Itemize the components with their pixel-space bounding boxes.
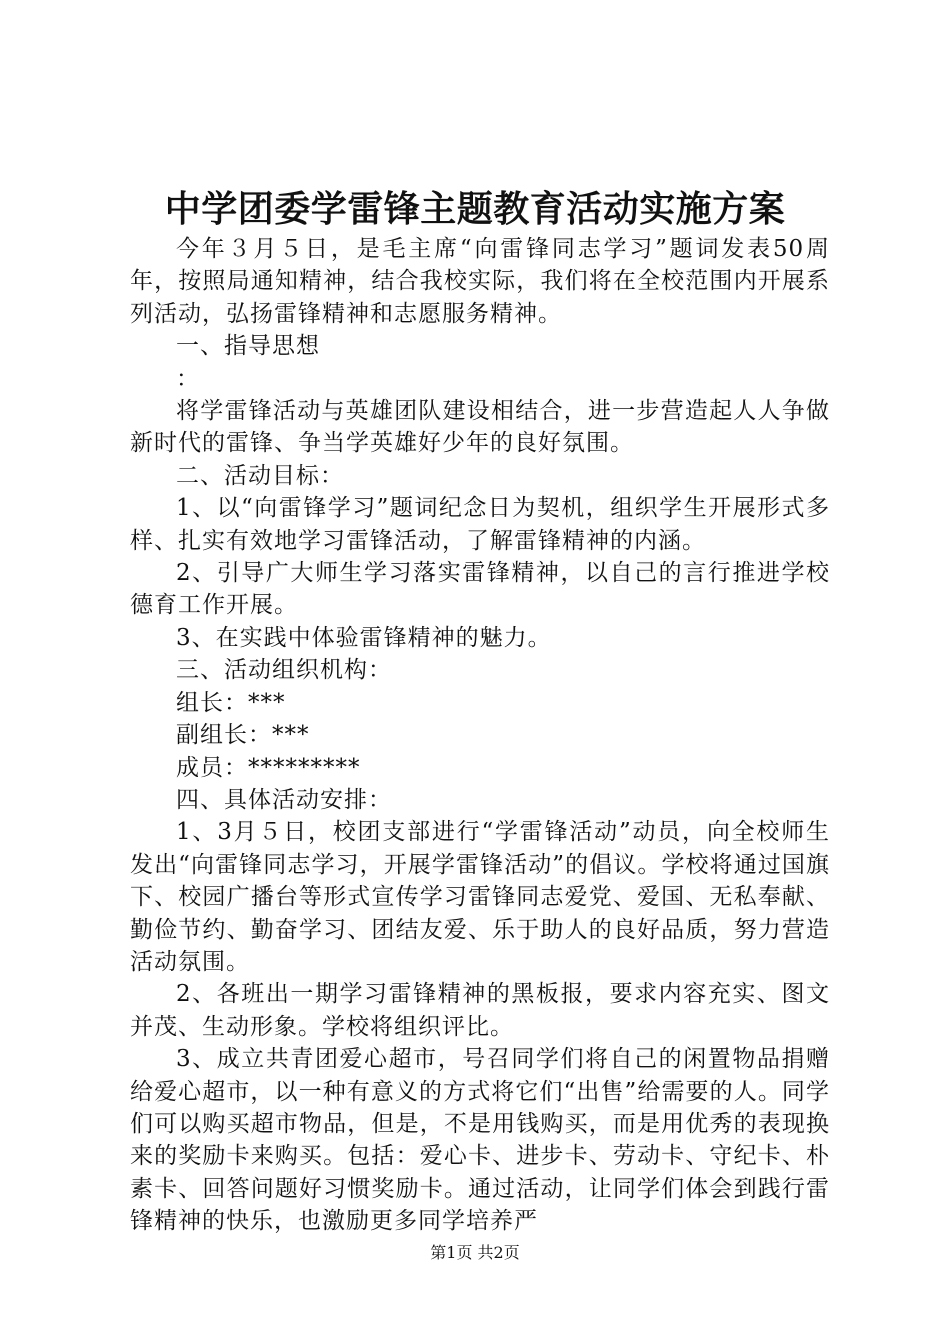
paragraph: 组长：*** [176, 689, 286, 716]
paragraph: 1、以“向雷锋学习”题词纪念日为契机，组织学生开展形式多样、扎实有效地学习雷锋活动，了解雷锋精神的内涵。 [130, 495, 830, 554]
section-heading: 二、活动目标： [176, 462, 344, 489]
paragraph: 今年３月５日，是毛主席“向雷锋同志学习”题词发表50周年，按照局通知精神，结合我校实际，我们将在全校范围内开展系列活动，弘扬雷锋精神和志愿服务精神。 [130, 236, 830, 327]
paragraph: 3、在实践中体验雷锋精神的魅力。 [176, 624, 552, 651]
paragraph: 将学雷锋活动与英雄团队建设相结合，进一步营造起人人争做新时代的雷锋、争当学英雄好少年的良好氛围。 [130, 398, 830, 457]
document-title: 中学团委学雷锋主题教育活动实施方案 [164, 188, 786, 230]
paragraph: 1、3月５日，校团支部进行“学雷锋活动”动员，向全校师生发出“向雷锋同志学习，开展学雷锋活动”的倡议。学校将通过国旗下、校园广播台等形式宣传学习雷锋同志爱党、爱国、无私奉献、勤俭节约、勤奋学习、团结友爱、乐于助人的良好品质，努力营造活动氛围。 [130, 819, 830, 975]
paragraph: 3、成立共青团爱心超市，号召同学们将自己的闲置物品捐赠给爱心超市，以一种有意义的方式将它们“出售”给需要的人。同学们可以购买超市物品，但是，不是用钱购买，而是用优秀的表现换来的奖励卡来购买。包括：爱心卡、进步卡、劳动卡、守纪卡、朴素卡、回答问题好习惯奖励卡。通过活动，让同学们体会到践行雷锋精神的快乐，也激励更多同学培养严 [130, 1046, 830, 1235]
section-heading: 三、活动组织机构： [176, 657, 392, 684]
paragraph: 2、各班出一期学习雷锋精神的黑板报，要求内容充实、图文并茂、生动形象。学校将组织评比。 [130, 981, 830, 1040]
paragraph: ： [176, 365, 200, 392]
section-heading: 一、指导思想 [176, 333, 320, 360]
paragraph: 2、引导广大师生学习落实雷锋精神，以自己的言行推进学校德育工作开展。 [130, 560, 830, 619]
section-heading: 四、具体活动安排： [176, 786, 392, 813]
page-footer: 第1页 共2页 [430, 1243, 520, 1262]
paragraph: 成员：********* [176, 754, 361, 781]
document-body [130, 233, 830, 1238]
paragraph: 副组长：*** [176, 722, 310, 749]
